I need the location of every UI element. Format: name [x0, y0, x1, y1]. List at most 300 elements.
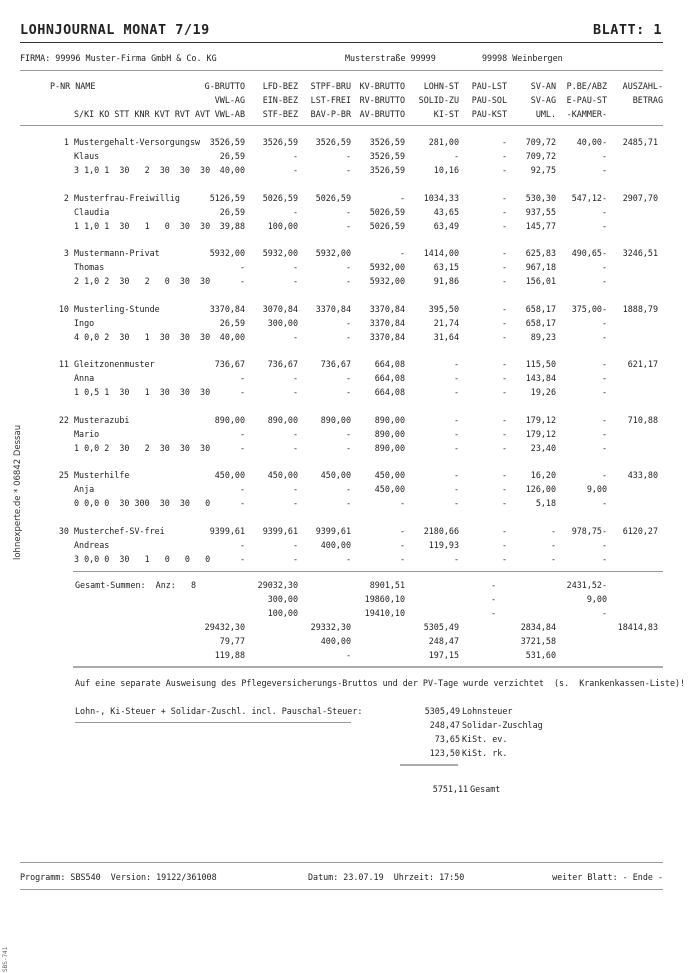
table-cell: 40,00- [576, 137, 607, 147]
table-cell: 179,12 [525, 415, 556, 425]
header-rule [20, 42, 663, 43]
table-cell: 5932,00 [315, 248, 351, 258]
table-cell: 5126,59 [209, 193, 245, 203]
table-cell: 16,20 [530, 470, 556, 480]
side-form-code: SBS-741 [2, 946, 9, 972]
table-cell: 31,64 [433, 332, 459, 342]
table-cell: - [501, 165, 507, 175]
totals-cell: 300,00 [267, 594, 298, 604]
tax-total-rule [400, 764, 458, 766]
table-cell: - [501, 554, 507, 564]
table-cell: 937,55 [525, 207, 556, 217]
table-cell: - [501, 470, 507, 480]
table-cell: - [501, 484, 507, 494]
totals-cell: 29332,30 [310, 622, 351, 632]
table-cell: - [292, 443, 298, 453]
table-cell: 91,86 [433, 276, 459, 286]
column-header: P.BE/ABZ [566, 81, 607, 91]
column-header: VWL-AG [214, 95, 245, 105]
firma-name: FIRMA: 99996 Muster-Firma GmbH & Co. KG [20, 53, 217, 63]
table-cell: - [501, 318, 507, 328]
table-cell: 5932,00 [369, 276, 405, 286]
table-cell: 664,08 [374, 359, 405, 369]
employee-keys: 0 0,0 0 30 300 30 30 0 [74, 498, 211, 508]
totals-cell: 9,00 [586, 594, 607, 604]
column-header: LOHN-ST [423, 81, 459, 91]
table-cell: - [550, 526, 556, 536]
table-cell: - [453, 415, 459, 425]
table-cell: - [550, 540, 556, 550]
table-cell: 5026,59 [369, 207, 405, 217]
table-cell: 43,65 [433, 207, 459, 217]
table-cell: - [601, 151, 607, 161]
table-cell: 39,88 [219, 221, 245, 231]
table-cell: - [453, 470, 459, 480]
table-cell: 9399,61 [209, 526, 245, 536]
table-cell: - [501, 387, 507, 397]
tax-line-text: KiSt. rk. [462, 748, 508, 758]
table-cell: - [601, 373, 607, 383]
footer-program: Programm: SBS540 Version: 19122/361008 [20, 872, 217, 882]
table-cell: - [239, 262, 245, 272]
table-cell: 63,15 [433, 262, 459, 272]
totals-cell: - [490, 594, 496, 604]
table-cell: 115,50 [525, 359, 556, 369]
table-cell: - [345, 484, 351, 494]
table-cell: 450,00 [374, 470, 405, 480]
table-cell: - [239, 540, 245, 550]
table-cell: 145,77 [525, 221, 556, 231]
column-header: LST-FREI [310, 95, 351, 105]
table-cell: 9399,61 [262, 526, 298, 536]
table-cell: - [453, 554, 459, 564]
table-cell: 2907,70 [622, 193, 658, 203]
table-cell: 395,50 [428, 304, 459, 314]
table-cell: - [399, 193, 405, 203]
table-cell: 658,17 [525, 318, 556, 328]
table-cell: 736,67 [267, 359, 298, 369]
column-header: AV-BRUTTO [359, 109, 405, 119]
table-cell: - [345, 165, 351, 175]
table-cell: 5026,59 [262, 193, 298, 203]
totals-cell: 8901,51 [369, 580, 405, 590]
totals-cell: 79,77 [219, 636, 245, 646]
tax-summary-rule [75, 722, 351, 723]
column-header: S/KI KO STT KNR KVT RVT AVT [74, 109, 211, 119]
employee-name: 22 Musterazubi [58, 415, 130, 425]
table-cell: 3370,84 [209, 304, 245, 314]
totals-cell: - [490, 608, 496, 618]
firma-rule [20, 70, 663, 71]
table-cell: - [345, 207, 351, 217]
column-header: -KAMMER- [566, 109, 607, 119]
employee-keys: 1 0,5 1 30 1 30 30 30 [74, 387, 211, 397]
tax-line-text: Solidar-Zuschlag [462, 720, 543, 730]
table-cell: 5,18 [535, 498, 556, 508]
table-cell: - [601, 470, 607, 480]
table-cell: 450,00 [214, 470, 245, 480]
table-cell: 3526,59 [369, 137, 405, 147]
table-cell: 5932,00 [209, 248, 245, 258]
column-header: E-PAU-ST [566, 95, 607, 105]
employee-name: 2 Musterfrau-Freiwillig [63, 193, 180, 203]
column-header: P-NR NAME [50, 81, 96, 91]
table-cell: 89,23 [530, 332, 556, 342]
column-header: SOLID-ZU [418, 95, 459, 105]
totals-rule-top [73, 571, 663, 572]
table-cell: - [601, 498, 607, 508]
column-header: BETRAG [632, 95, 663, 105]
totals-cell: 2431,52- [566, 580, 607, 590]
table-cell: - [345, 276, 351, 286]
table-cell: 1034,33 [423, 193, 459, 203]
table-cell: - [239, 429, 245, 439]
table-cell: - [292, 262, 298, 272]
table-cell: - [292, 276, 298, 286]
table-cell: - [501, 415, 507, 425]
table-cell: - [453, 387, 459, 397]
table-cell: - [399, 526, 405, 536]
table-cell: - [601, 554, 607, 564]
employee-firstname: Klaus [74, 151, 100, 161]
totals-cell: 119,88 [214, 650, 245, 660]
employee-keys: 1 0,0 2 30 2 30 30 30 [74, 443, 211, 453]
column-header: SV-AG [530, 95, 556, 105]
table-cell: - [601, 540, 607, 550]
table-cell: - [501, 429, 507, 439]
employee-firstname: Mario [74, 429, 100, 439]
table-cell: - [501, 359, 507, 369]
employee-keys: 4 0,0 2 30 1 30 30 30 [74, 332, 211, 342]
table-cell: - [501, 262, 507, 272]
employee-name: 1 Mustergehalt-Versorgungsw [63, 137, 201, 147]
table-cell: 3370,84 [369, 304, 405, 314]
table-cell: - [345, 262, 351, 272]
table-cell: 156,01 [525, 276, 556, 286]
table-cell: - [601, 318, 607, 328]
table-cell: - [501, 540, 507, 550]
table-cell: - [453, 429, 459, 439]
table-cell: - [601, 332, 607, 342]
table-cell: 126,00 [525, 484, 556, 494]
table-cell: 890,00 [214, 415, 245, 425]
table-cell: 3370,84 [369, 332, 405, 342]
table-cell: - [501, 498, 507, 508]
totals-cell: 100,00 [267, 608, 298, 618]
table-cell: - [601, 429, 607, 439]
table-cell: - [601, 359, 607, 369]
tax-line-value: 73,65 [434, 734, 460, 744]
table-cell: 92,75 [530, 165, 556, 175]
table-cell: - [345, 151, 351, 161]
table-cell: 300,00 [267, 318, 298, 328]
totals-cell: 19410,10 [364, 608, 405, 618]
totals-cell: 29032,30 [257, 580, 298, 590]
column-header: LFD-BEZ [262, 81, 298, 91]
column-header: BAV-P-BR [310, 109, 351, 119]
column-header: G-BRUTTO [204, 81, 245, 91]
table-cell: 100,00 [267, 221, 298, 231]
table-cell: 3370,84 [369, 318, 405, 328]
pv-note: Auf eine separate Ausweisung des Pflegeversicherungs-Bruttos und der PV-Tage wurde verzichtet (s. Krankenkassen-Liste)! [75, 678, 686, 688]
totals-cell: 248,47 [428, 636, 459, 646]
table-cell: - [345, 318, 351, 328]
column-header: PAU-LST [471, 81, 507, 91]
table-cell: - [239, 484, 245, 494]
totals-cell: - [345, 650, 351, 660]
totals-cell: 197,15 [428, 650, 459, 660]
column-header: UML. [535, 109, 556, 119]
table-cell: - [239, 276, 245, 286]
table-cell: 1414,00 [423, 248, 459, 258]
table-cell: - [292, 207, 298, 217]
column-header: EIN-BEZ [262, 95, 298, 105]
employee-name: 3 Mustermann-Privat [63, 248, 160, 258]
tax-summary-label: Lohn-, Ki-Steuer + Solidar-Zuschl. incl. Pauschal-Steuer: [75, 706, 363, 716]
table-cell: - [453, 443, 459, 453]
table-cell: - [292, 332, 298, 342]
side-imprint: lohnexperte.de * 06842 Dessau [13, 424, 23, 560]
table-cell: - [239, 373, 245, 383]
table-cell: 6120,27 [622, 526, 658, 536]
table-cell: - [453, 484, 459, 494]
tax-line-text: Lohnsteuer [462, 706, 513, 716]
table-cell: 375,00- [571, 304, 607, 314]
table-cell: 26,59 [219, 207, 245, 217]
employee-firstname: Andreas [74, 540, 110, 550]
employee-keys: 3 0,0 0 30 1 0 0 0 [74, 554, 211, 564]
page-title: LOHNJOURNAL MONAT 7/19 [20, 22, 210, 38]
table-cell: - [501, 151, 507, 161]
table-cell: - [345, 554, 351, 564]
table-cell: - [453, 498, 459, 508]
column-header: VWL-AB [214, 109, 245, 119]
employee-name: 25 Musterhilfe [58, 470, 130, 480]
table-cell: 9399,61 [315, 526, 351, 536]
table-cell: 664,08 [374, 387, 405, 397]
tax-line-value: 248,47 [429, 720, 460, 730]
table-cell: - [453, 359, 459, 369]
table-cell: 5026,59 [369, 221, 405, 231]
firma-street: Musterstraße 99999 [345, 53, 436, 63]
totals-cell: 29432,30 [204, 622, 245, 632]
totals-cell: - [490, 580, 496, 590]
employee-keys: 3 1,0 1 30 2 30 30 30 [74, 165, 211, 175]
employee-name: 11 Gleitzonenmuster [58, 359, 155, 369]
table-cell: - [601, 207, 607, 217]
table-cell: - [399, 498, 405, 508]
table-cell: 5932,00 [262, 248, 298, 258]
table-cell: 890,00 [374, 443, 405, 453]
footer-rule-bottom [20, 889, 663, 890]
table-cell: - [550, 554, 556, 564]
table-cell: - [239, 443, 245, 453]
table-cell: 433,80 [627, 470, 658, 480]
column-header: KV-BRUTTO [359, 81, 405, 91]
table-cell: 63,49 [433, 221, 459, 231]
table-cell: 3526,59 [262, 137, 298, 147]
table-cell: - [292, 484, 298, 494]
table-cell: - [292, 498, 298, 508]
table-cell: 3526,59 [369, 151, 405, 161]
table-cell: 21,74 [433, 318, 459, 328]
table-cell: - [345, 373, 351, 383]
column-header: STPF-BRU [310, 81, 351, 91]
table-cell: - [501, 443, 507, 453]
table-cell: 736,67 [320, 359, 351, 369]
table-cell: - [292, 387, 298, 397]
table-cell: - [453, 373, 459, 383]
column-header: RV-BRUTTO [359, 95, 405, 105]
column-header: PAU-KST [471, 109, 507, 119]
table-cell: - [501, 332, 507, 342]
table-cell: 5932,00 [369, 262, 405, 272]
table-cell: 40,00 [219, 165, 245, 175]
table-cell: 710,88 [627, 415, 658, 425]
totals-cell: 400,00 [320, 636, 351, 646]
tax-total-value: 5751,11 [432, 784, 469, 794]
firma-city: 99998 Weinbergen [482, 53, 563, 63]
column-header: KI-ST [433, 109, 459, 119]
table-cell: 890,00 [267, 415, 298, 425]
table-cell: - [399, 554, 405, 564]
table-cell: 143,84 [525, 373, 556, 383]
table-cell: - [501, 193, 507, 203]
table-cell: 1888,79 [622, 304, 658, 314]
table-cell: 547,12- [571, 193, 607, 203]
table-cell: - [345, 221, 351, 231]
footer-rule-top [20, 862, 663, 863]
table-cell: - [292, 429, 298, 439]
table-cell: - [345, 332, 351, 342]
footer-date: Datum: 23.07.19 Uhrzeit: 17:50 [308, 872, 465, 882]
table-cell: 2485,71 [622, 137, 658, 147]
totals-label: Gesamt-Summen: Anz: 8 [75, 580, 197, 590]
table-cell: - [239, 498, 245, 508]
table-cell: - [601, 415, 607, 425]
table-cell: - [601, 387, 607, 397]
table-cell: - [601, 262, 607, 272]
column-header: SV-AN [530, 81, 556, 91]
table-cell: - [601, 221, 607, 231]
table-cell: 400,00 [320, 540, 351, 550]
table-cell: - [601, 165, 607, 175]
table-cell: - [345, 498, 351, 508]
column-header: PAU-SOL [471, 95, 507, 105]
table-cell: 3526,59 [315, 137, 351, 147]
table-cell: - [501, 526, 507, 536]
table-cell: - [239, 554, 245, 564]
table-cell: - [345, 387, 351, 397]
table-cell: 658,17 [525, 304, 556, 314]
employee-keys: 2 1,0 2 30 2 0 30 30 [74, 276, 211, 286]
table-cell: - [601, 276, 607, 286]
table-cell: 736,67 [214, 359, 245, 369]
table-cell: 890,00 [374, 415, 405, 425]
column-header: AUSZAHL- [622, 81, 663, 91]
table-cell: - [501, 304, 507, 314]
employee-firstname: Anja [74, 484, 95, 494]
table-cell: - [292, 151, 298, 161]
table-cell: - [453, 151, 459, 161]
sheet-number: BLATT: 1 [592, 22, 662, 38]
table-cell: 23,40 [530, 443, 556, 453]
table-cell: - [501, 221, 507, 231]
table-cell: - [239, 387, 245, 397]
table-cell: 281,00 [428, 137, 459, 147]
table-cell: 967,18 [525, 262, 556, 272]
table-cell: 119,93 [428, 540, 459, 550]
table-cell: 3070,84 [262, 304, 298, 314]
table-cell: 3526,59 [209, 137, 245, 147]
table-cell: 3246,51 [622, 248, 658, 258]
tax-total [400, 774, 555, 794]
table-cell: 625,83 [525, 248, 556, 258]
totals-cell: 3721,58 [520, 636, 556, 646]
employee-firstname: Thomas [74, 262, 105, 272]
table-cell: 978,75- [571, 526, 607, 536]
table-cell: - [501, 248, 507, 258]
totals-cell: 531,60 [525, 650, 556, 660]
employee-firstname: Anna [74, 373, 95, 383]
column-header: STF-BEZ [262, 109, 298, 119]
table-cell: 40,00 [219, 332, 245, 342]
column-header-rule [20, 125, 663, 126]
table-cell: 3370,84 [315, 304, 351, 314]
table-cell: 890,00 [320, 415, 351, 425]
table-cell: 26,59 [219, 151, 245, 161]
employee-firstname: Ingo [74, 318, 95, 328]
table-cell: - [292, 540, 298, 550]
table-cell: - [292, 373, 298, 383]
table-cell: - [501, 207, 507, 217]
footer-next: weiter Blatt: - Ende - [552, 872, 663, 882]
table-cell: - [345, 443, 351, 453]
table-cell: 450,00 [374, 484, 405, 494]
table-cell: 890,00 [374, 429, 405, 439]
table-cell: 621,17 [627, 359, 658, 369]
table-cell: 530,30 [525, 193, 556, 203]
tax-line-value: 5305,49 [424, 706, 460, 716]
table-cell: - [292, 165, 298, 175]
totals-cell: - [601, 608, 607, 618]
table-cell: - [501, 137, 507, 147]
table-cell: - [501, 276, 507, 286]
employee-name: 10 Musterling-Stunde [58, 304, 160, 314]
table-cell: 450,00 [267, 470, 298, 480]
totals-rule-bottom [73, 666, 663, 668]
totals-cell: 18414,83 [617, 622, 658, 632]
employee-keys: 1 1,0 1 30 1 0 30 30 [74, 221, 211, 231]
table-cell: 490,65- [571, 248, 607, 258]
table-cell: - [399, 248, 405, 258]
table-cell: 664,08 [374, 373, 405, 383]
tax-line-text: KiSt. ev. [462, 734, 508, 744]
table-cell: 709,72 [525, 151, 556, 161]
totals-cell: 2834,84 [520, 622, 556, 632]
tax-line-value: 123,50 [429, 748, 460, 758]
table-cell: - [399, 540, 405, 550]
tax-total-text: Gesamt [470, 784, 501, 794]
table-cell: - [501, 373, 507, 383]
table-cell: 19,26 [530, 387, 556, 397]
table-cell: 179,12 [525, 429, 556, 439]
table-cell: 5026,59 [315, 193, 351, 203]
table-cell: 26,59 [219, 318, 245, 328]
table-cell: - [601, 443, 607, 453]
employee-name: 30 Musterchef-SV-frei [58, 526, 165, 536]
totals-cell: 5305,49 [423, 622, 459, 632]
